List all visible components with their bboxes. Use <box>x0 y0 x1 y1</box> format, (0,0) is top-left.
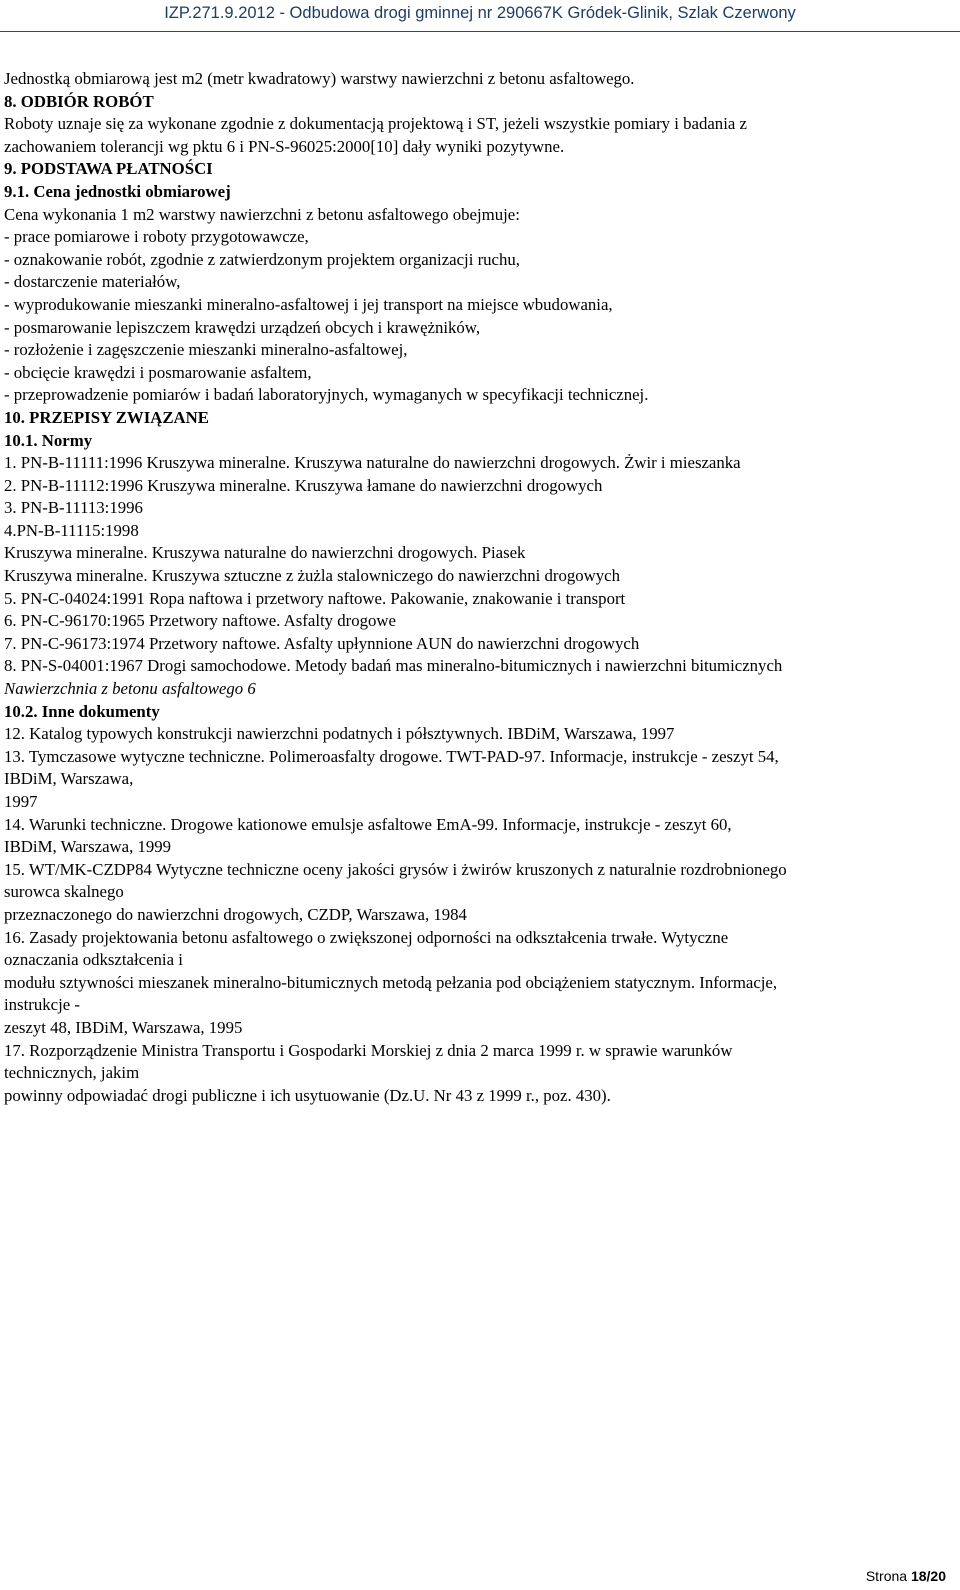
text-line: 17. Rozporządzenie Ministra Transportu i Gospodarki Morskiej z dnia 2 marca 1999 r. w sprawie warunków <box>4 1040 733 1060</box>
text-line: powinny odpowiadać drogi publiczne i ich usytuowanie (Dz.U. Nr 43 z 1999 r., poz. 430). <box>4 1085 611 1105</box>
text-line: 7. PN-C-96173:1974 Przetwory naftowe. Asfalty upłynnione AUN do nawierzchni drogowych <box>4 633 640 653</box>
text-line: 16. Zasady projektowania betonu asfaltowego o zwiększonej odporności na odkształcenia trwałe. Wytyczne <box>4 927 729 947</box>
text-line: IBDiM, Warszawa, <box>4 769 134 789</box>
text-line: 15. WT/MK-CZDP84 Wytyczne techniczne oceny jakości grysów i żwirów kruszonych z naturalnie rozdrobnionego <box>4 859 787 879</box>
text-line: - prace pomiarowe i roboty przygotowawcze, <box>4 227 309 247</box>
text-line: - dostarczenie materiałów, <box>4 272 181 292</box>
section-heading: 10.1. Normy <box>4 430 93 450</box>
text-line: zeszyt 48, IBDiM, Warszawa, 1995 <box>4 1017 243 1037</box>
section-heading: 10.2. Inne dokumenty <box>4 701 160 721</box>
text-line: surowca skalnego <box>4 882 124 902</box>
text-line: 1. PN-B-11111:1996 Kruszywa mineralne. Kruszywa naturalne do nawierzchni drogowych. Żwir i mieszanka <box>4 453 741 473</box>
text-line: - wyprodukowanie mieszanki mineralno-asfaltowej i jej transport na miejsce wbudowania, <box>4 294 613 314</box>
text-line: - posmarowanie lepiszczem krawędzi urządzeń obcych i krawężników, <box>4 317 481 337</box>
text-line: 6. PN-C-96170:1965 Przetwory naftowe. Asfalty drogowe <box>4 611 396 631</box>
text-line: technicznych, jakim <box>4 1063 140 1083</box>
text-line: 1997 <box>4 792 38 811</box>
text-line: - obcięcie krawędzi i posmarowanie asfaltem, <box>4 362 312 382</box>
page-number: 18/20 <box>910 1568 946 1584</box>
text-line: 5. PN-C-04024:1991 Ropa naftowa i przetwory naftowe. Pakowanie, znakowanie i transport <box>4 588 626 608</box>
text-line: 8. PN-S-04001:1967 Drogi samochodowe. Metody badań mas mineralno-bitumicznych i nawierzchni bitumicznych <box>4 656 783 676</box>
text-line: - rozłożenie i zagęszczenie mieszanki mineralno-asfaltowej, <box>4 340 408 360</box>
header-title: IZP.271.9.2012 - Odbudowa drogi gminnej nr 290667K Gródek-Glinik, Szlak Czerwony <box>164 4 796 22</box>
text-line: Kruszywa mineralne. Kruszywa sztuczne z żużla stalowniczego do nawierzchni drogowych <box>4 566 620 586</box>
text-line: instrukcje - <box>4 995 80 1015</box>
text-line: 4.PN-B-11115:1998 <box>4 520 139 540</box>
section-heading: 9. PODSTAWA PŁATNOŚCI <box>4 159 213 179</box>
header-divider <box>0 31 960 32</box>
text-line: Kruszywa mineralne. Kruszywa naturalne do nawierzchni drogowych. Piasek <box>4 543 526 563</box>
section-heading: 10. PRZEPISY ZWIĄZANE <box>4 407 209 427</box>
document-body <box>4 68 956 1107</box>
text-line: Cena wykonania 1 m2 warstwy nawierzchni z betonu asfaltowego obejmuje: <box>4 204 520 224</box>
text-line: - oznakowanie robót, zgodnie z zatwierdzonym projektem organizacji ruchu, <box>4 249 520 269</box>
text-line: zachowaniem tolerancji wg pktu 6 i PN-S-96025:2000[10] dały wyniki pozytywne. <box>4 136 565 156</box>
section-heading: 9.1. Cena jednostki obmiarowej <box>4 181 231 201</box>
text-line: 13. Tymczasowe wytyczne techniczne. Polimeroasfalty drogowe. TWT-PAD-97. Informacje, instrukcje - zeszyt 54, <box>4 746 779 766</box>
text-line: Nawierzchnia z betonu asfaltowego 6 <box>4 679 256 699</box>
page-footer <box>866 1568 946 1584</box>
text-line: 3. PN-B-11113:1996 <box>4 498 143 518</box>
text-line: 14. Warunki techniczne. Drogowe kationowe emulsje asfaltowe EmA-99. Informacje, instrukcje - zeszyt 60, <box>4 814 732 834</box>
text-line: Jednostką obmiarową jest m2 (metr kwadratowy) warstwy nawierzchni z betonu asfaltowego. <box>4 69 635 88</box>
page-header <box>0 0 960 32</box>
text-line: 12. Katalog typowych konstrukcji nawierzchni podatnych i półsztywnych. IBDiM, Warszawa, 1997 <box>4 724 675 744</box>
text-line: przeznaczonego do nawierzchni drogowych, CZDP, Warszawa, 1984 <box>4 904 467 924</box>
text-line: IBDiM, Warszawa, 1999 <box>4 837 172 857</box>
text-line: Roboty uznaje się za wykonane zgodnie z dokumentacją projektową i ST, jeżeli wszystkie pomiary i badania z <box>4 114 747 134</box>
text-line: oznaczania odkształcenia i <box>4 950 183 970</box>
section-heading: 8. ODBIÓR ROBÓT <box>4 91 154 111</box>
text-line: 2. PN-B-11112:1996 Kruszywa mineralne. Kruszywa łamane do nawierzchni drogowych <box>4 475 603 495</box>
text-line: modułu sztywności mieszanek mineralno-bitumicznych metodą pełzania pod obciążeniem statycznym. Informacje, <box>4 972 778 992</box>
footer-label: Strona <box>865 1568 908 1584</box>
text-line: - przeprowadzenie pomiarów i badań laboratoryjnych, wymaganych w specyfikacji technicznej. <box>4 385 649 405</box>
